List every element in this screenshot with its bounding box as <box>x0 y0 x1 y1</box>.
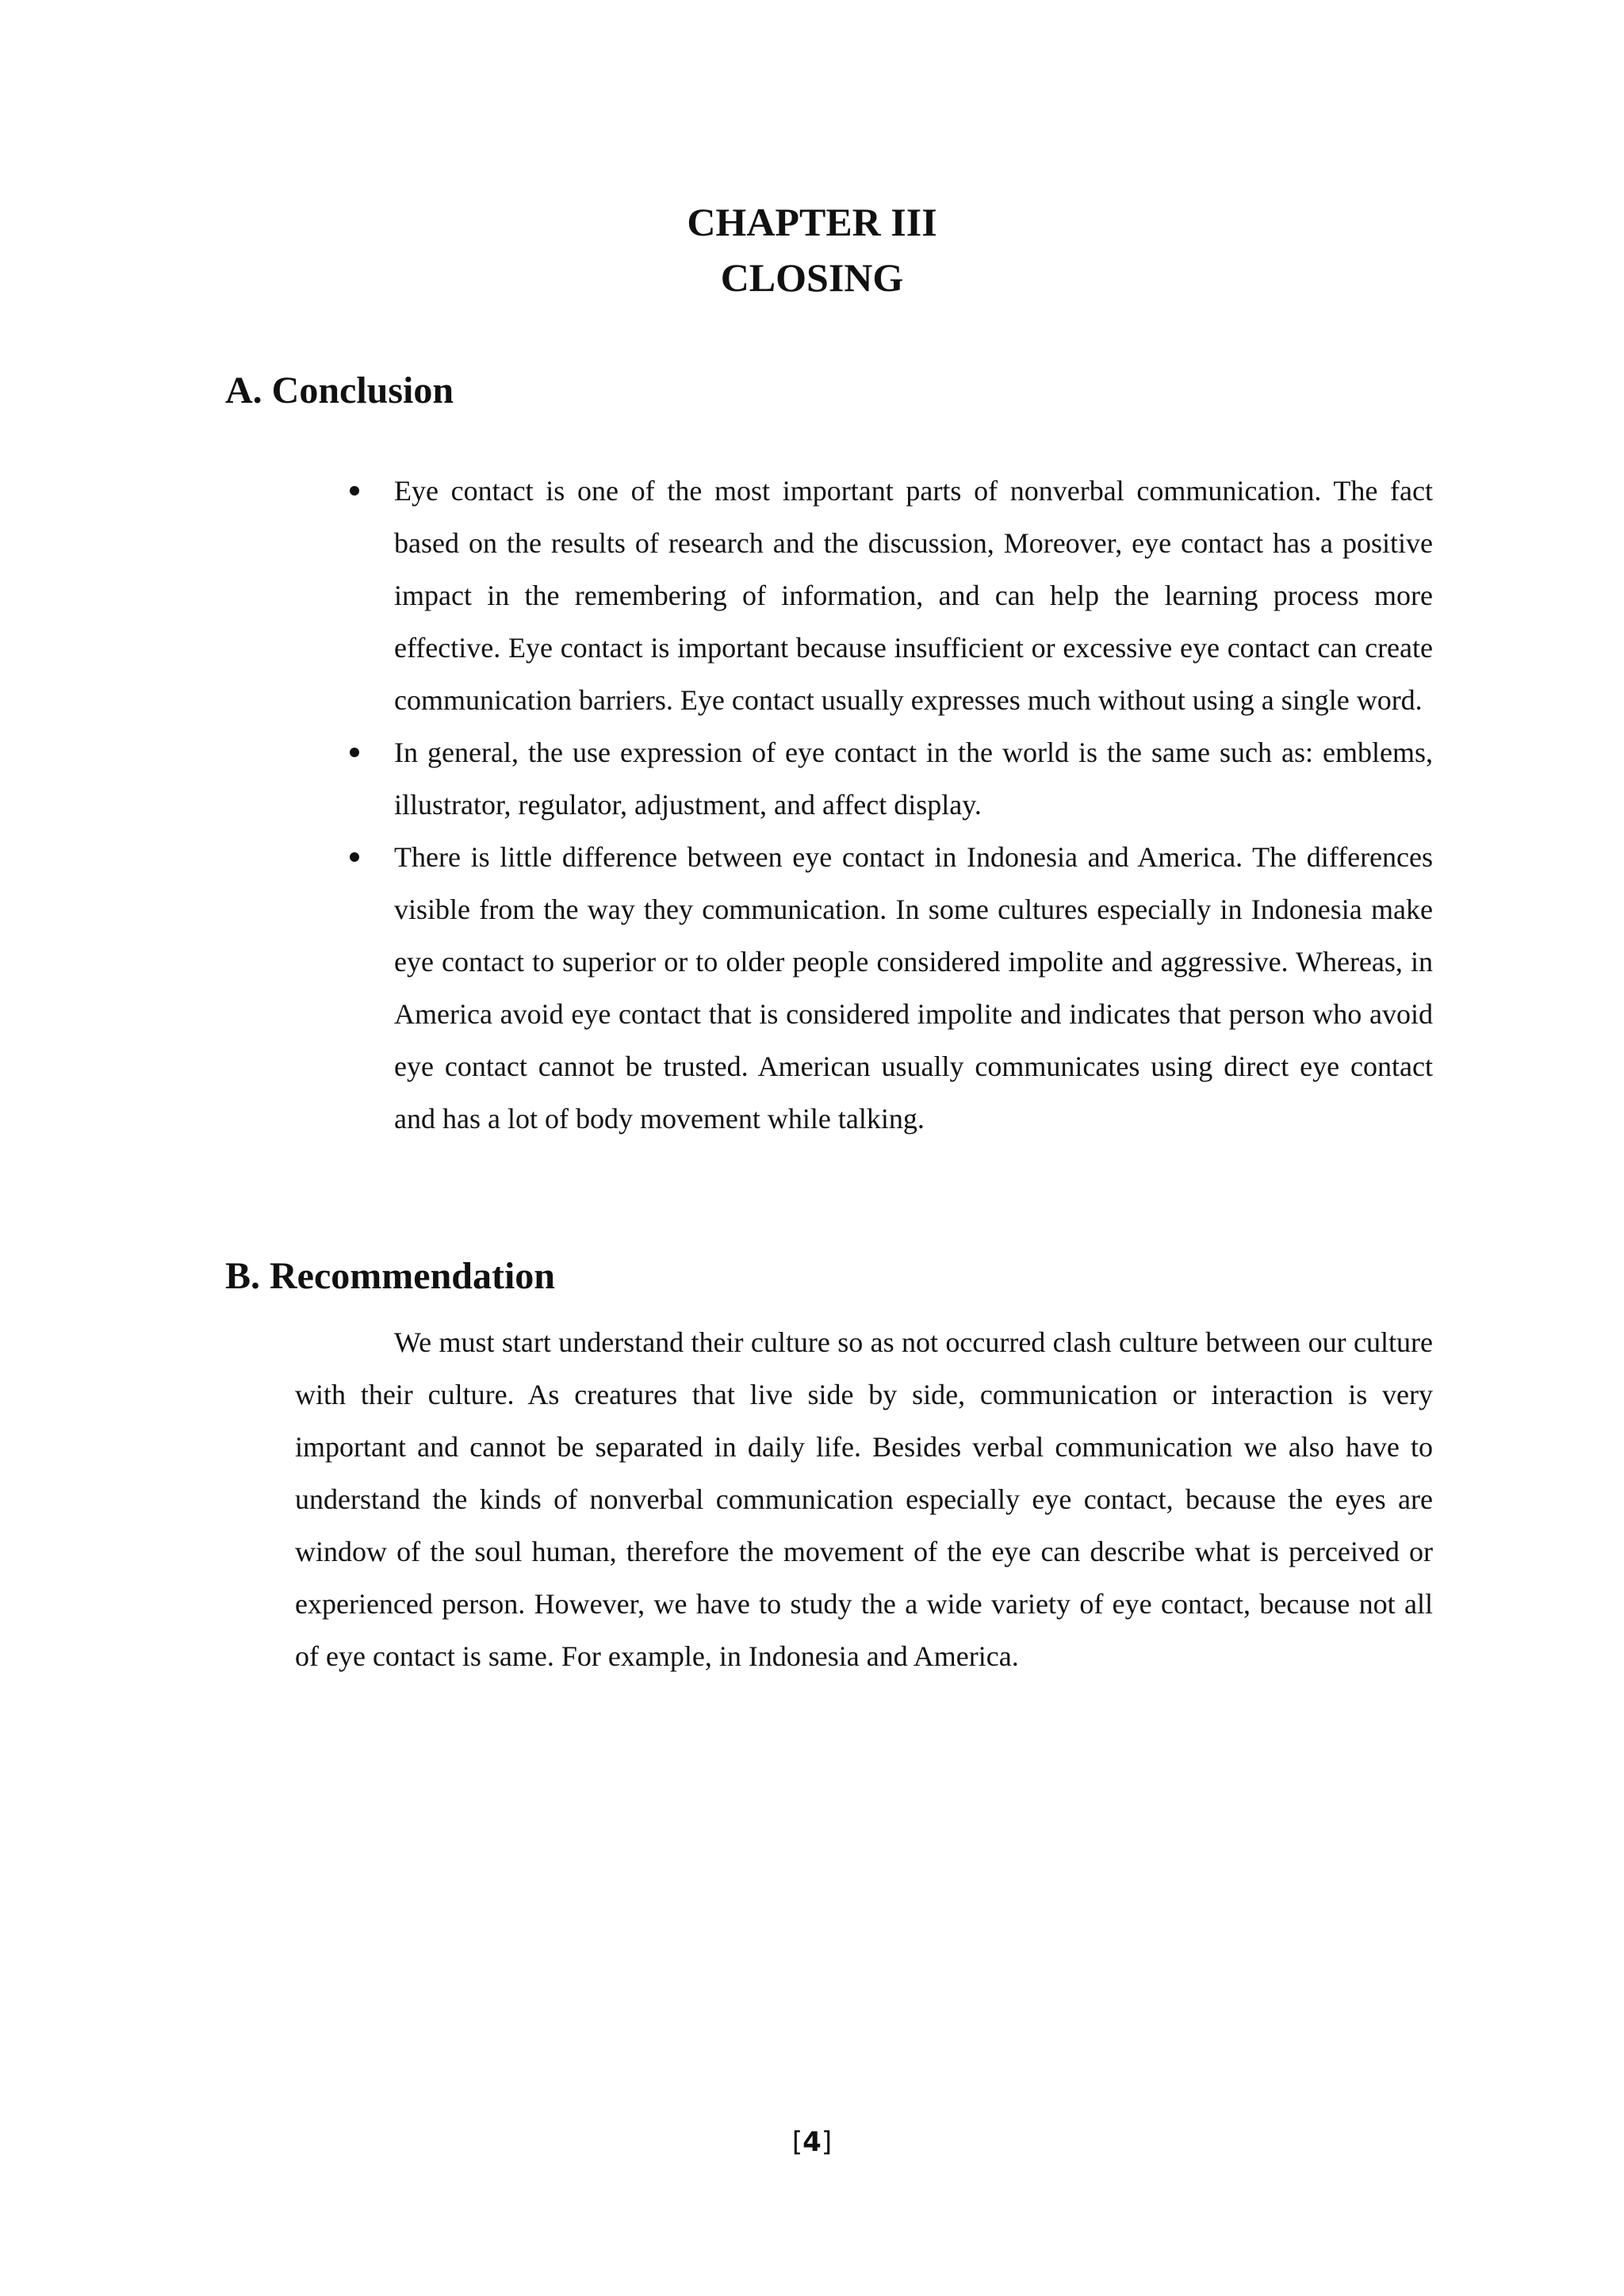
conclusion-bullet-list <box>339 465 1433 1145</box>
bullet-text: There is little difference between eye contact in Indonesia and America. The differences visible from the way they communication. In some cultures especially in Indonesia make eye contact to superior or to older people considered impolite and aggressive. Whereas, in America avoid eye contact that is considered impolite and indicates that person who avoid eye contact cannot be trusted. American usually communicates using direct eye contact and has a lot of body movement while talking. <box>394 841 1433 1135</box>
recommendation-heading: B. Recommendation <box>225 1255 555 1297</box>
page-number-open-bracket: [ <box>791 2126 803 2158</box>
conclusion-heading: A. Conclusion <box>225 369 454 411</box>
page-number <box>0 2125 1624 2160</box>
chapter-title: CLOSING <box>720 255 904 300</box>
page-number-value: 4 <box>802 2126 822 2158</box>
bullet-icon <box>350 486 359 496</box>
page-number-close-bracket: ] <box>821 2126 833 2158</box>
conclusion-bullet-item <box>339 831 1433 1145</box>
conclusion-bullet-item <box>339 726 1433 831</box>
chapter-number: CHAPTER III <box>687 200 937 244</box>
bullet-icon <box>350 748 359 757</box>
conclusion-bullet-item <box>339 465 1433 726</box>
recommendation-paragraph: We must start understand their culture so as not occurred clash culture between our culture with their culture. As creatures that live side by side, communication or interaction is very important and cannot be separated in daily life. Besides verbal communication we also have to understand the kinds of nonverbal communication especially eye contact, because the eyes are window of the soul human, therefore the movement of the eye can describe what is perceived or experienced person. However, we have to study the a wide variety of eye contact, because not all of eye contact is same. For example, in Indonesia and America. <box>295 1326 1433 1672</box>
bullet-text: In general, the use expression of eye contact in the world is the same such as: emblems, illustrator, regulator, adjustment, and affect display. <box>394 737 1433 821</box>
bullet-icon <box>350 852 359 862</box>
bullet-text: Eye contact is one of the most important parts of nonverbal communication. The fact based on the results of research and the discussion, Moreover, eye contact has a positive impact in the remembering of information, and can help the learning process more effective. Eye contact is important because insufficient or excessive eye contact can create communication barriers. Eye contact usually expresses much without using a single word. <box>394 475 1433 716</box>
